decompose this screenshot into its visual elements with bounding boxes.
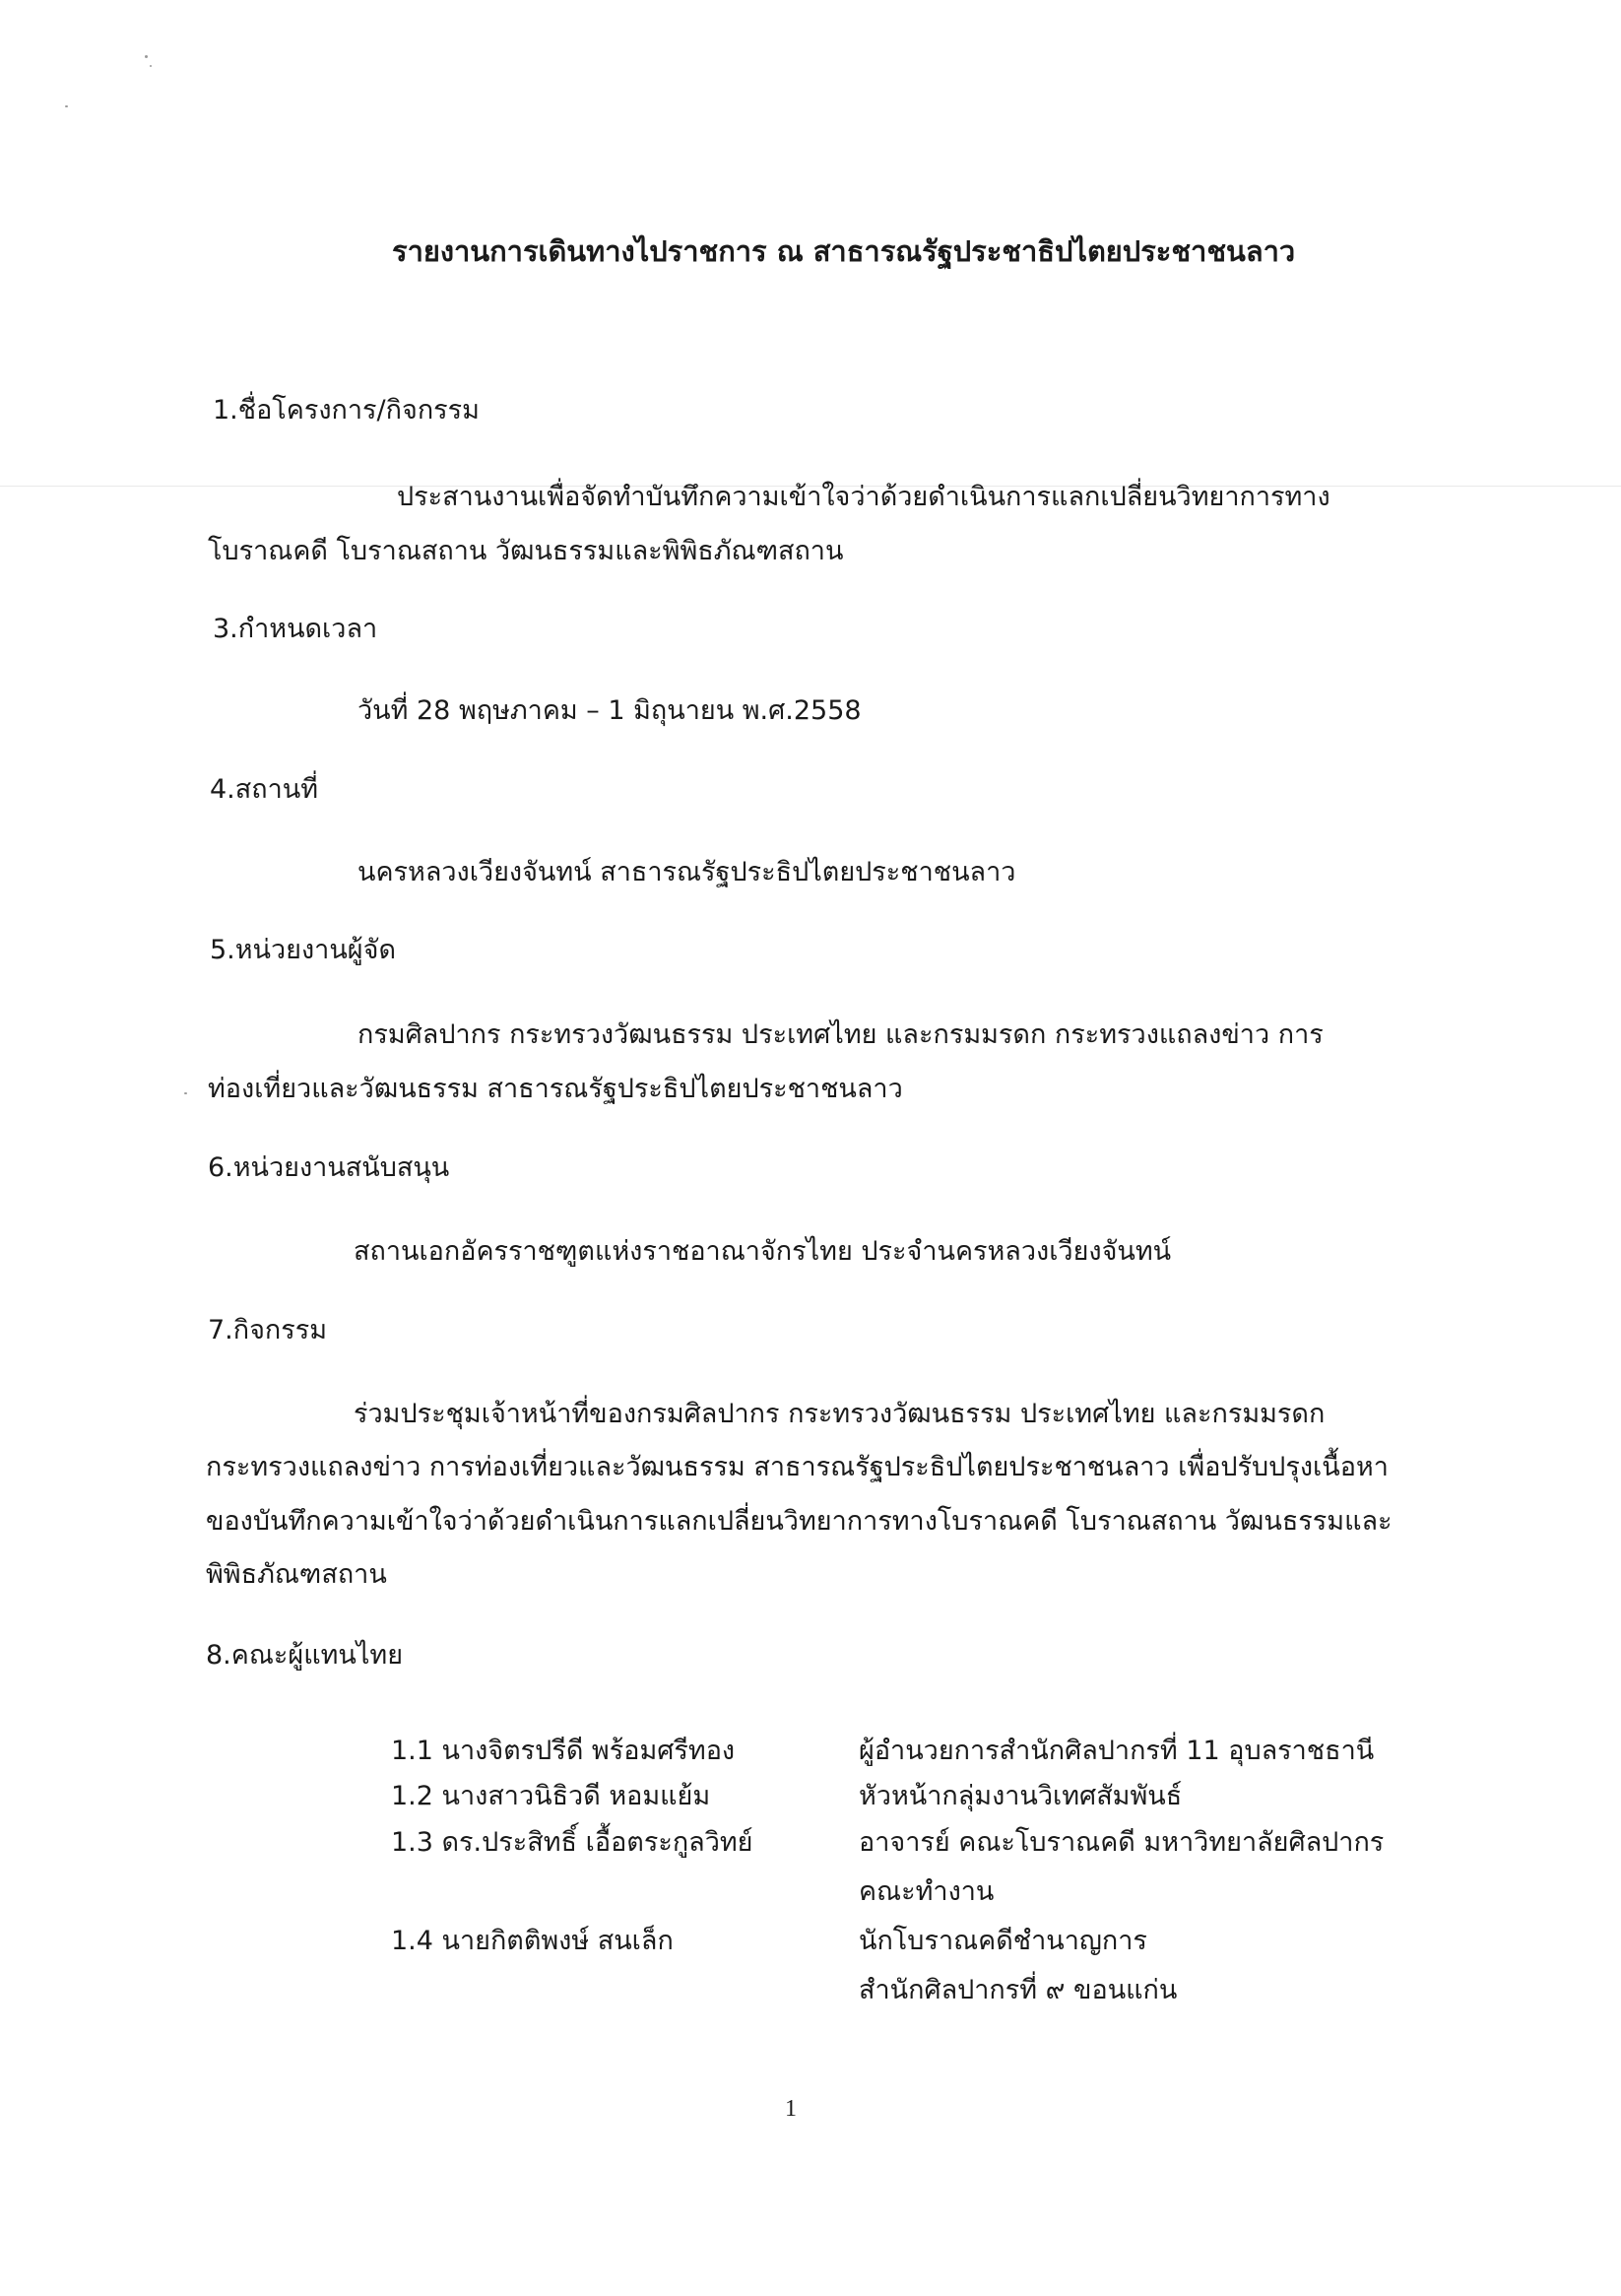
member-name: 1.3 ดร.ประสิทธิ์ เอื้อตระกูลวิทย์ [391,1827,753,1858]
member-name: 1.4 นายกิตติพงษ์ สนเล็ก [391,1926,674,1956]
activity-line-1: ร่วมประชุมเจ้าหน้าที่ของกรมศิลปากร กระทรวงวัฒนธรรม ประเทศไทย และกรมมรดก [354,1399,1326,1429]
schedule-date: วันที่ 28 พฤษภาคม – 1 มิถุนายน พ.ศ.2558 [357,695,862,726]
section-heading-delegation: 8.คณะผู้แทนไทย [206,1640,404,1671]
organizer-line-2: ท่องเที่ยวและวัฒนธรรม สาธารณรัฐประธิปไตยประชาชนลาว [208,1074,903,1104]
scan-speck [150,65,152,67]
section-heading-schedule: 3.กำหนดเวลา [213,614,378,644]
section-heading-project: 1.ชื่อโครงการ/กิจกรรม [213,395,480,426]
project-line-1: ประสานงานเพื่อจัดทำบันทึกความเข้าใจว่าด้วยดำเนินการแลกเปลี่ยนวิทยาการทาง [397,482,1330,512]
member-role: อาจารย์ คณะโบราณคดี มหาวิทยาลัยศิลปากร [859,1827,1385,1858]
member-role: หัวหน้ากลุ่มงานวิเทศสัมพันธ์ [859,1781,1183,1811]
scan-speck [184,1092,187,1094]
member-role: นักโบราณคดีชำนาญการ [859,1926,1147,1956]
member-name: 1.2 นางสาวนิธิวดี หอมแย้ม [391,1781,711,1811]
member-role-secondary: คณะทำงาน [859,1876,995,1907]
section-heading-support: 6.หน่วยงานสนับสนุน [208,1152,450,1183]
support-text: สถานเอกอัครราชฑูตแห่งราชอาณาจักรไทย ประจำนครหลวงเวียงจันทน์ [354,1236,1172,1267]
scan-speck [65,105,68,107]
activity-line-2: กระทรวงแถลงข่าว การท่องเที่ยวและวัฒนธรรม สาธารณรัฐประธิปไตยประชาชนลาว เพื่อปรับปรุงเนื้อหา [206,1452,1389,1482]
activity-line-4: พิพิธภัณฑสถาน [206,1559,387,1590]
document-title: รายงานการเดินทางไปราชการ ณ สาธารณรัฐประชาธิปไตยประชาชนลาว [392,234,1296,268]
member-role-secondary: สำนักศิลปากรที่ ๙ ขอนแก่น [859,1975,1178,2005]
organizer-line-1: กรมศิลปากร กระทรวงวัฒนธรรม ประเทศไทย และกรมมรดก กระทรวงแถลงข่าว การ [357,1019,1324,1050]
section-heading-venue: 4.สถานที่ [210,774,319,805]
project-line-2: โบราณคดี โบราณสถาน วัฒนธรรมและพิพิธภัณฑสถาน [208,536,844,566]
member-role: ผู้อำนวยการสำนักศิลปากรที่ 11 อุบลราชธานี [859,1736,1375,1766]
section-heading-organizer: 5.หน่วยงานผู้จัด [210,935,396,965]
page-number: 1 [785,2096,797,2122]
member-name: 1.1 นางจิตรปรีดี พร้อมศรีทอง [391,1736,736,1766]
venue-text: นครหลวงเวียงจันทน์ สาธารณรัฐประธิปไตยประชาชนลาว [357,857,1016,887]
scan-speck [145,55,148,58]
section-heading-activity: 7.กิจกรรม [208,1315,328,1345]
activity-line-3: ของบันทึกความเข้าใจว่าด้วยดำเนินการแลกเปลี่ยนวิทยาการทางโบราณคดี โบราณสถาน วัฒนธรรมและ [206,1506,1393,1537]
